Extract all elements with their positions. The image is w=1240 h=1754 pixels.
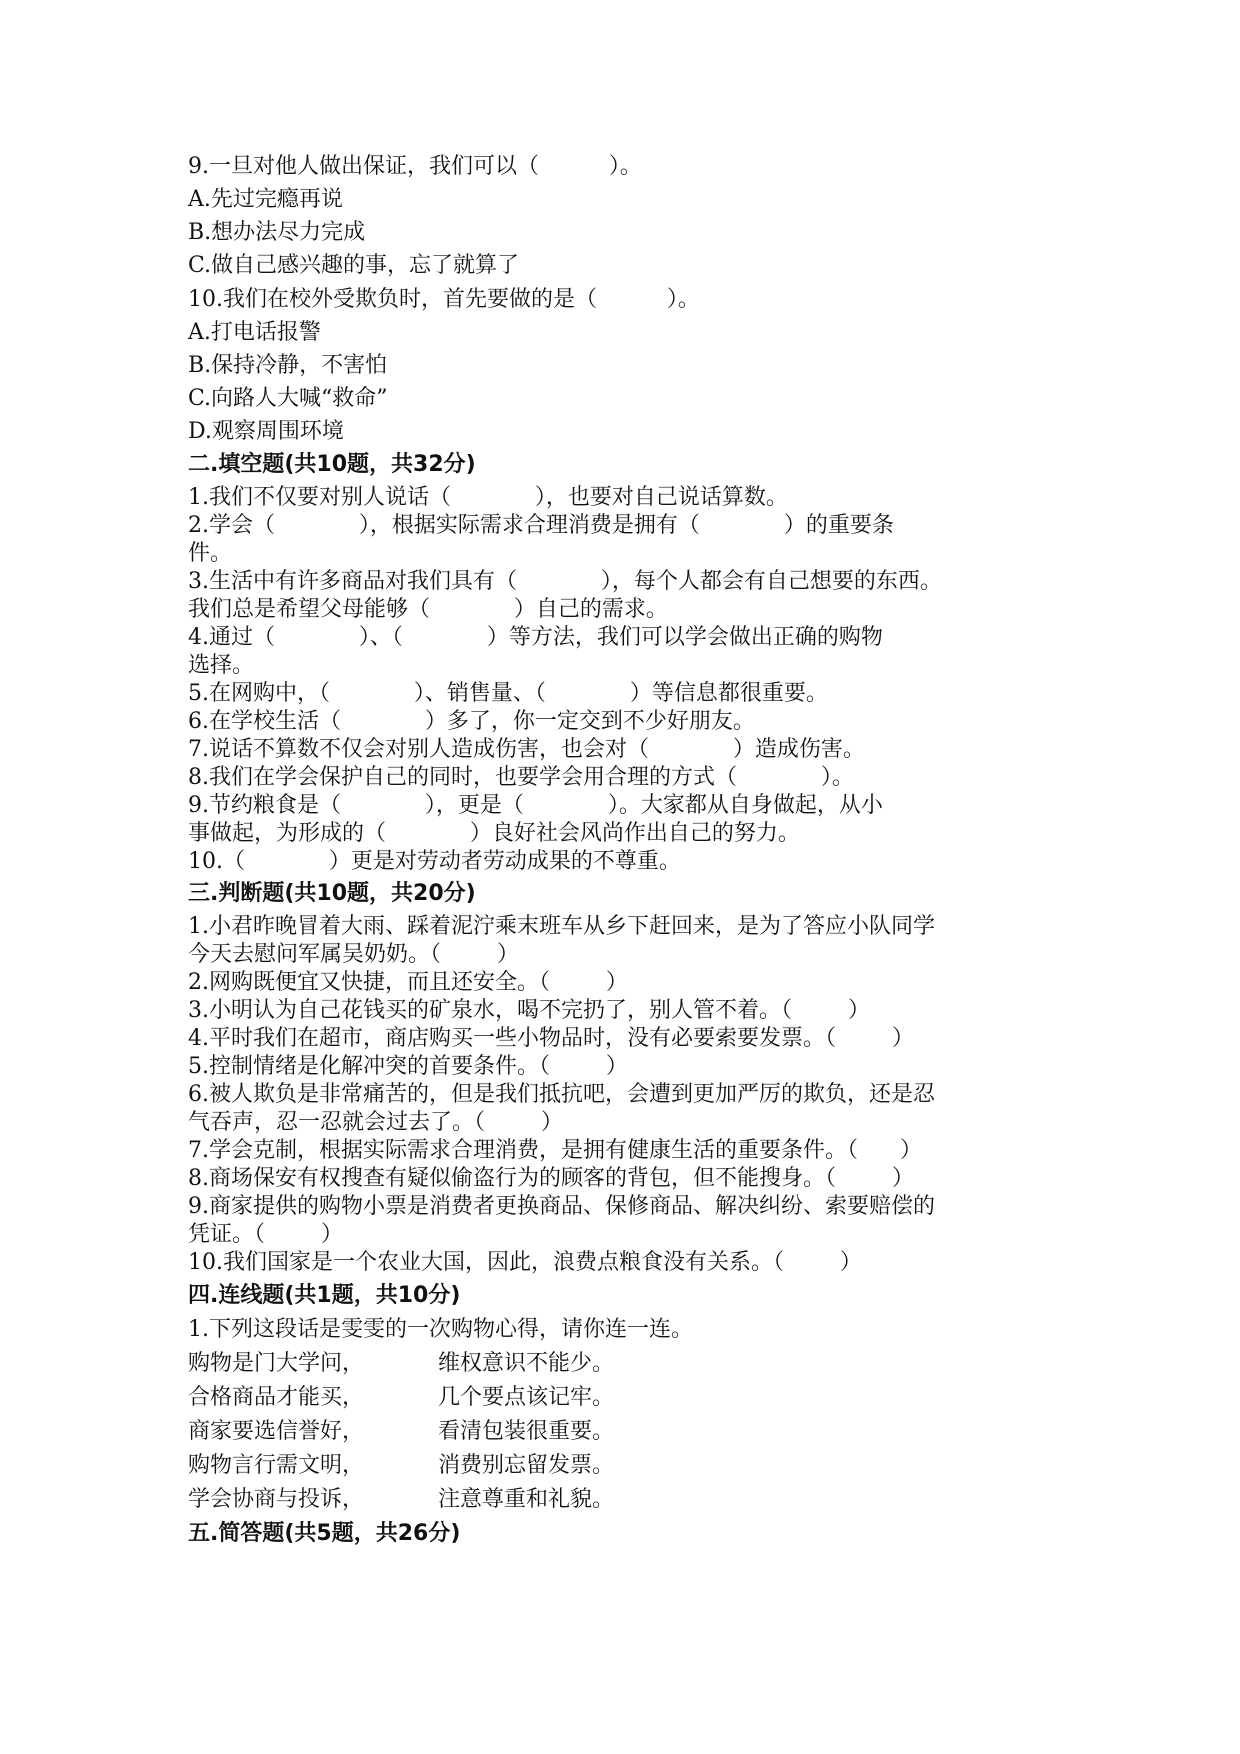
judge-line: 3.小明认为自己花钱买的矿泉水，喝不完扔了，别人管不着。（ ） [188, 998, 870, 1023]
section-heading-fill: 二.填空题(共10题，共32分) [188, 452, 476, 477]
section-heading-match: 四.连线题(共1题，共10分) [188, 1283, 461, 1308]
fill-line: 4.通过（ ）、（ ）等方法，我们可以学会做出正确的购物 [188, 625, 883, 650]
match-right-item: 维权意识不能少。 [438, 1351, 615, 1376]
fill-line: 7.说话不算数不仅会对别人造成伤害，也会对（ ）造成伤害。 [188, 737, 865, 762]
judge-line: 7.学会克制，根据实际需求合理消费，是拥有健康生活的重要条件。（ ） [188, 1138, 922, 1163]
judge-line: 气吞声，忍一忍就会过去了。（ ） [188, 1110, 563, 1135]
fill-line: 我们总是希望父母能够（ ）自己的需求。 [188, 597, 668, 622]
match-intro: 1.下列这段话是雯雯的一次购物心得，请你连一连。 [188, 1317, 693, 1342]
match-left-item: 购物是门大学问， [188, 1351, 365, 1376]
judge-line: 8.商场保安有权搜查有疑似偷盗行为的顾客的背包，但不能搜身。（ ） [188, 1166, 914, 1191]
fill-line: 9.节约粮食是（ ），更是（ ）。大家都从自身做起，从小 [188, 793, 883, 818]
judge-line: 今天去慰问军属吴奶奶。（ ） [188, 942, 519, 967]
judge-line: 10.我们国家是一个农业大国，因此，浪费点粮食没有关系。（ ） [188, 1250, 862, 1275]
match-left-item: 学会协商与投诉， [188, 1487, 365, 1512]
judge-line: 1.小君昨晚冒着大雨、踩着泥泞乘末班车从乡下赶回来，是为了答应小队同学 [188, 914, 935, 939]
option-10d: D.观察周围环境 [188, 419, 344, 444]
fill-line: 5.在网购中，（ ）、销售量、（ ）等信息都很重要。 [188, 681, 828, 706]
option-10c: C.向路人大喊“救命” [188, 386, 388, 411]
fill-line: 6.在学校生活（ ）多了，你一定交到不少好朋友。 [188, 709, 755, 734]
judge-line: 9.商家提供的购物小票是消费者更换商品、保修商品、解决纠纷、索要赔偿的 [188, 1194, 935, 1219]
option-9a: A.先过完瘾再说 [188, 187, 343, 212]
match-right-item: 几个要点该记牢。 [438, 1385, 615, 1410]
judge-line: 6.被人欺负是非常痛苦的，但是我们抵抗吧，会遭到更加严厉的欺负，还是忍 [188, 1082, 935, 1107]
match-right-item: 消费别忘留发票。 [438, 1453, 615, 1478]
option-10a: A.打电话报警 [188, 320, 321, 345]
fill-line: 3.生活中有许多商品对我们具有（ ），每个人都会有自己想要的东西。 [188, 569, 942, 594]
option-9c: C.做自己感兴趣的事，忘了就算了 [188, 253, 520, 278]
judge-line: 2.网购既便宜又快捷，而且还安全。（ ） [188, 970, 628, 995]
match-left-item: 商家要选信誉好， [188, 1419, 365, 1444]
match-left-item: 购物言行需文明， [188, 1453, 365, 1478]
option-9b: B.想办法尽力完成 [188, 220, 366, 245]
judge-line: 凭证。（ ） [188, 1222, 343, 1247]
fill-line: 8.我们在学会保护自己的同时，也要学会用合理的方式（ ）。 [188, 765, 854, 790]
fill-line: 1.我们不仅要对别人说话（ ），也要对自己说话算数。 [188, 485, 788, 510]
fill-line: 选择。 [188, 653, 255, 678]
match-right-item: 看清包装很重要。 [438, 1419, 615, 1444]
question-9: 9.一旦对他人做出保证，我们可以（ ）。 [188, 154, 642, 179]
fill-line: 10.（ ）更是对劳动者劳动成果的不尊重。 [188, 849, 681, 874]
section-heading-judge: 三.判断题(共10题，共20分) [188, 881, 476, 906]
fill-line: 件。 [188, 541, 233, 566]
fill-line: 2.学会（ ），根据实际需求合理消费是拥有（ ）的重要条 [188, 513, 894, 538]
section-heading-short: 五.简答题(共5题，共26分) [188, 1521, 461, 1546]
question-10: 10.我们在校外受欺负时，首先要做的是（ ）。 [188, 287, 700, 312]
match-left-item: 合格商品才能买， [188, 1385, 365, 1410]
match-right-item: 注意尊重和礼貌。 [438, 1487, 615, 1512]
judge-line: 5.控制情绪是化解冲突的首要条件。（ ） [188, 1054, 628, 1079]
option-10b: B.保持冷静，不害怕 [188, 353, 388, 378]
judge-line: 4.平时我们在超市，商店购买一些小物品时，没有必要索要发票。（ ） [188, 1026, 914, 1051]
fill-line: 事做起，为形成的（ ）良好社会风尚作出自己的努力。 [188, 821, 800, 846]
